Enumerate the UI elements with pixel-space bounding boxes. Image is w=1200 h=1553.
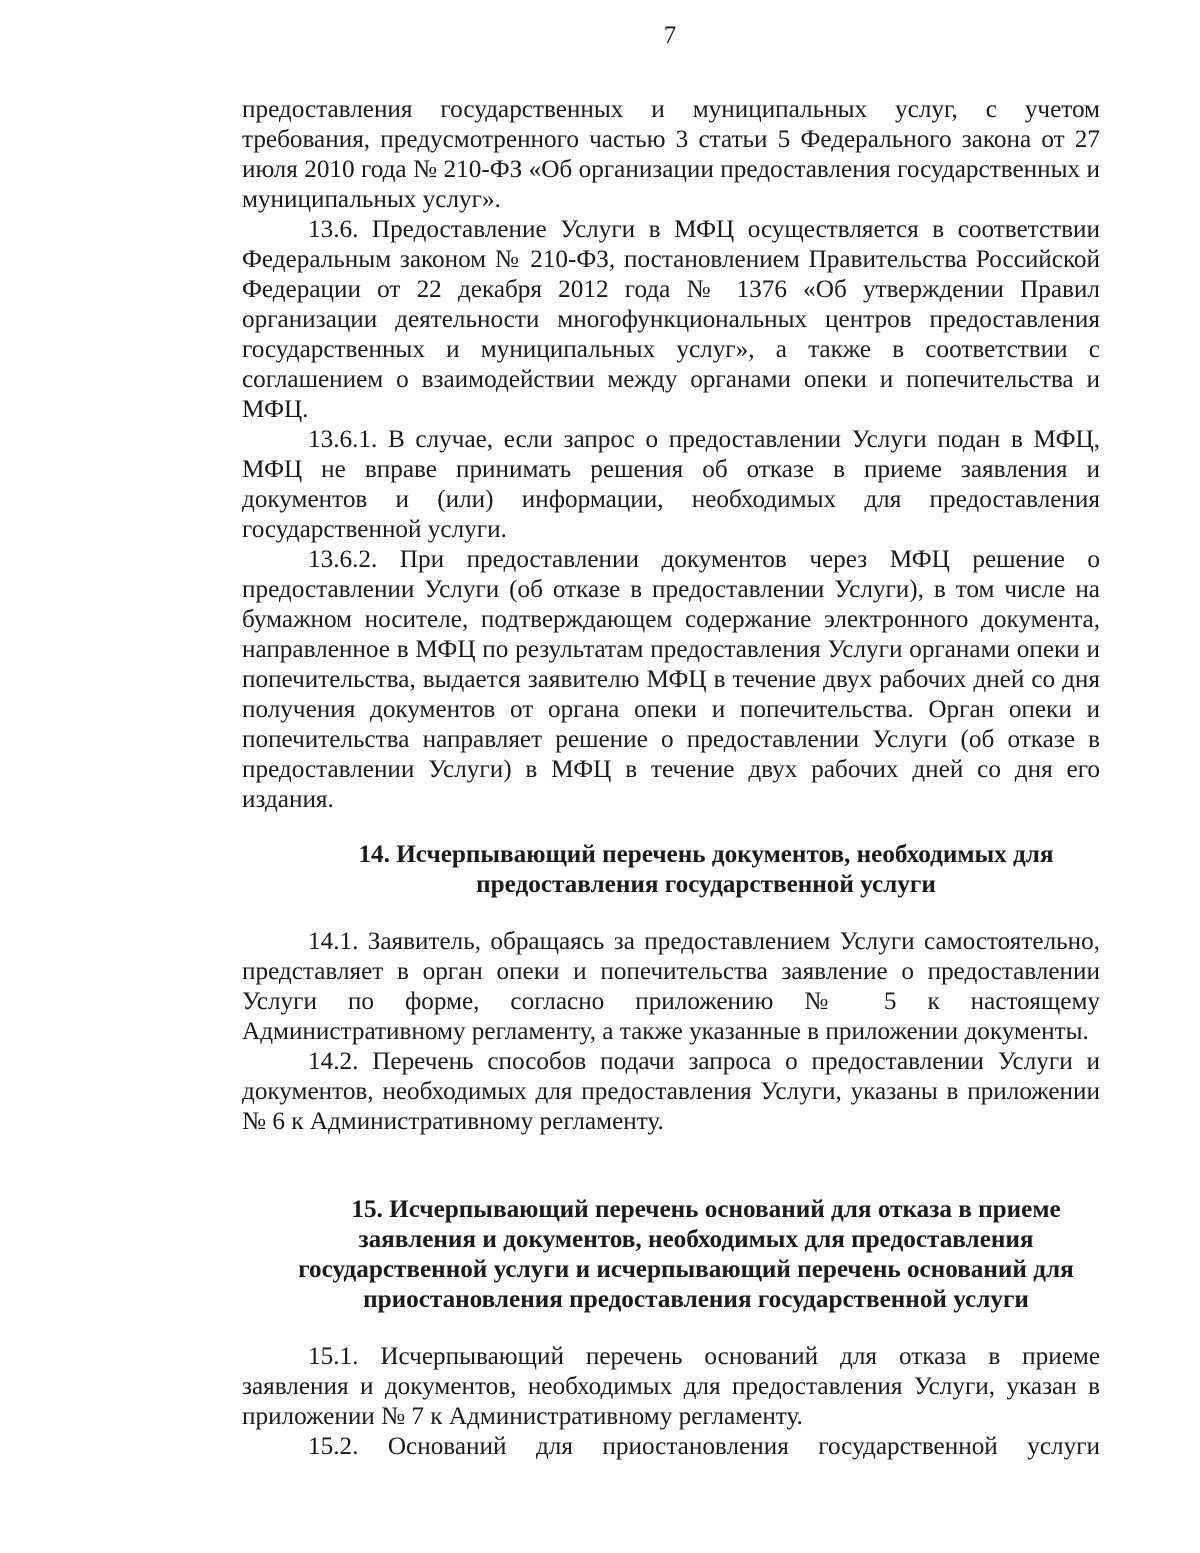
- paragraph-14-1: 14.1. Заявитель, обращаясь за предоставлением Услуги самостоятельно, представляет в орган опеки и попечительства заявление о предоставлении Услуги по форме, согласно приложению № 5 к настоящему Административному регламенту, а также указанные в приложении документы.: [242, 928, 1100, 1045]
- section-15-heading-line-1: 15. Исчерпывающий перечень оснований для отказа в приеме: [351, 1196, 1061, 1223]
- paragraph-15-1: 15.1. Исчерпывающий перечень оснований для отказа в приеме заявления и документов, необходимых для предоставления Услуги, указан в приложении № 7 к Административному регламенту.: [242, 1343, 1100, 1430]
- section-15-body: [242, 1342, 1100, 1462]
- paragraph-14-2: 14.2. Перечень способов подачи запроса о предоставлении Услуги и документов, необходимых для предоставления Услуги, указаны в приложении № 6 к Административному регламенту.: [242, 1048, 1100, 1135]
- section-15-heading-line-4: приостановления предоставления государственной услуги: [363, 1286, 1029, 1313]
- page-number: 7: [663, 22, 677, 49]
- section-14-body: [242, 927, 1100, 1137]
- paragraph-15-2: 15.2. Оснований для приостановления государственной услуги: [308, 1433, 1100, 1460]
- paragraph-13-6-2: 13.6.2. При предоставлении документов через МФЦ решение о предоставлении Услуги (об отказе в предоставлении Услуги), в том числе на бумажном носителе, подтверждающем содержание электронного документа, направленное в МФЦ по результатам предоставления Услуги органами опеки и попечительства, выдается заявителю МФЦ в течение двух рабочих дней со дня получения документов от органа опеки и попечительства. Орган опеки и попечительства направляет решение о предоставлении Услуги (об отказе в предоставлении Услуги) в МФЦ в течение двух рабочих дней со дня его издания.: [242, 546, 1100, 813]
- paragraph-13-5-continuation: предоставления государственных и муниципальных услуг, с учетом требования, предусмотренного частью 3 статьи 5 Федерального закона от 27 июля 2010 года № 210-ФЗ «Об организации предоставления государственных и муниципальных услуг».: [242, 96, 1100, 213]
- section-14-heading-line-2: предоставления государственной услуги: [476, 871, 936, 898]
- section-13-continuation: [242, 95, 1100, 815]
- section-14-heading: [242, 840, 1100, 900]
- section-14-heading-line-1: 14. Исчерпывающий перечень документов, необходимых для: [358, 841, 1054, 868]
- section-15-heading: [242, 1195, 1100, 1315]
- section-15-heading-line-3: государственной услуги и исчерпывающий перечень оснований для: [298, 1256, 1074, 1283]
- paragraph-13-6-1: 13.6.1. В случае, если запрос о предоставлении Услуги подан в МФЦ, МФЦ не вправе принимать решения об отказе в приеме заявления и документов и (или) информации, необходимых для предоставления государственной услуги.: [242, 426, 1100, 543]
- section-15-heading-line-2: заявления и документов, необходимых для предоставления: [358, 1226, 1034, 1253]
- paragraph-13-6: 13.6. Предоставление Услуги в МФЦ осуществляется в соответствии Федеральным законом № 210-ФЗ, постановлением Правительства Российской Федерации от 22 декабря 2012 года № 1376 «Об утверждении Правил организации деятельности многофункциональных центров предоставления государственных и муниципальных услуг», а также в соответствии с соглашением о взаимодействии между органами опеки и попечительства и МФЦ.: [242, 216, 1100, 423]
